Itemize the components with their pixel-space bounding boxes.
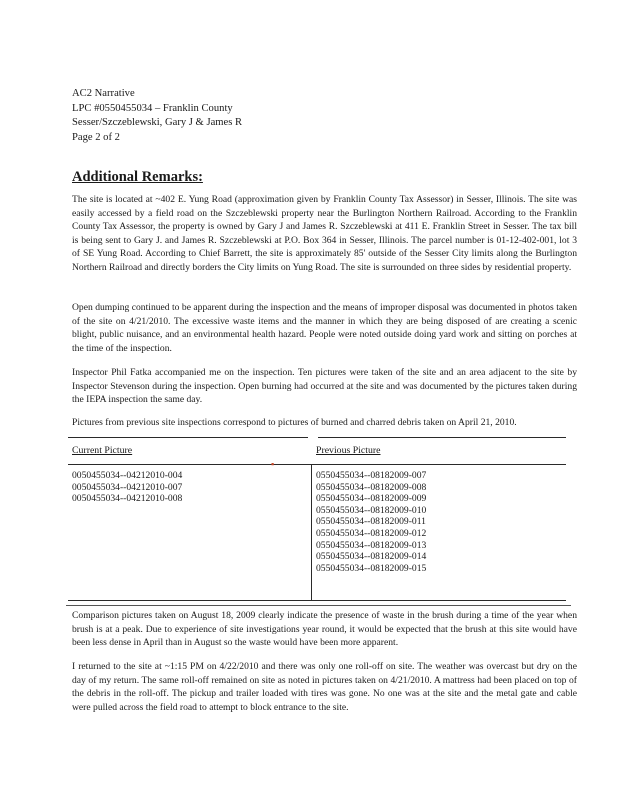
header-page-number: Page 2 of 2 (72, 131, 120, 143)
paragraph-site-location: The site is located at ~402 E. Yung Road (approximation given by Franklin County Tax Assessor) in Sesser, Illinois. The site was easily accessed by a field road on the Szczeblewski property near the Burlington Northern Railroad. According to the Franklin County Tax Assessor, the property is owned by Gary J and James R. Szczeblewski at 411 E. Franklin Street in Sesser. The tax bill is being sent to Gary J. and James R. Szczeblewski at P.O. Box 364 in Sesser, Illinois. The parcel number is 01-12-402-001, lot 3 of SE Yung Road. According to Chief Barrett, the site is approximately 85' outside of the Sesser City limits along the Burlington Northern Railroad and directly borders the City limits on Yung Road. The site is surrounded on three sides by residential property. (72, 194, 577, 273)
document-header (72, 87, 242, 145)
list-item: 0550455034--08182009-008 (316, 481, 427, 493)
table-rule (68, 437, 308, 438)
list-item: 0050455034--04212010-008 (72, 493, 183, 505)
previous-picture-list (316, 470, 426, 574)
header-form-name: AC2 Narrative (72, 88, 135, 99)
list-item: 0050455034--04212010-004 (72, 470, 183, 481)
header-site-names: Sesser/Szczeblewski, Gary J & James R (72, 117, 243, 129)
table-divider (311, 465, 312, 601)
picture-comparison-table (66, 437, 571, 613)
table-rule (68, 600, 566, 601)
list-item: 0550455034--08182009-011 (316, 516, 426, 528)
current-picture-heading: Current Picture (72, 445, 133, 456)
paragraph-open-dumping: Open dumping continued to be apparent during the inspection and the means of improper disposal was documented in photos taken of the site on 4/21/2010. The excessive waste items and the manner in which they are being disposed of are creating a scenic blight, public nuisance, and an environmental health hazard. People were noted outside doing yard work and sitting on porches at the time of the inspection. (72, 302, 577, 354)
table-rule (318, 437, 566, 438)
list-item: 0550455034--08182009-007 (316, 470, 427, 481)
paragraph-inspection-photos: Inspector Phil Fatka accompanied me on the inspection. Ten pictures were taken of the site and an area adjacent to the site by Inspector Stevenson during the inspection. Open burning had occurred at the site and was documented by the pictures taken during the IEPA inspection the same day. (72, 367, 577, 405)
header-lpc-number: LPC #0550455034 – Franklin County (72, 102, 233, 114)
current-picture-list (72, 470, 182, 505)
table-rule (68, 464, 566, 465)
list-item: 0550455034--08182009-015 (316, 562, 427, 574)
list-item: 0050455034--04212010-007 (72, 481, 183, 493)
previous-picture-heading: Previous Picture (316, 445, 381, 456)
list-item: 0550455034--08182009-010 (316, 504, 427, 516)
list-item: 0550455034--08182009-012 (316, 527, 427, 539)
paragraph-previous-pictures: Pictures from previous site inspections correspond to pictures of burned and charred debris taken on April 21, 2010. (72, 417, 517, 428)
paragraph-return-visit: I returned to the site at ~1:15 PM on 4/22/2010 and there was only one roll-off on site. The weather was overcast but dry on the day of my return. The same roll-off remained on site as noted in pictures taken on 4/21/2010. A mattress had been placed on top of the debris in the roll-off. The pickup and trailer loaded with tires was gone. No one was at the site and the metal gate and cable were pulled across the field road to attempt to block entrance to the site. (72, 661, 577, 713)
paragraph-comparison-pictures: Comparison pictures taken on August 18, 2009 clearly indicate the presence of waste in the brush during a time of the year when brush is at a peak. Due to experience of site investigations year round, it would be expected that the brush at this site would have been less dense in April than in August so the waste would have been more apparent. (72, 610, 577, 648)
table-marker: ▪ (271, 459, 275, 469)
list-item: 0550455034--08182009-014 (316, 551, 427, 563)
section-title: Additional Remarks: (72, 169, 203, 185)
list-item: 0550455034--08182009-009 (316, 493, 427, 505)
table-rule (66, 605, 571, 606)
list-item: 0550455034--08182009-013 (316, 539, 427, 551)
